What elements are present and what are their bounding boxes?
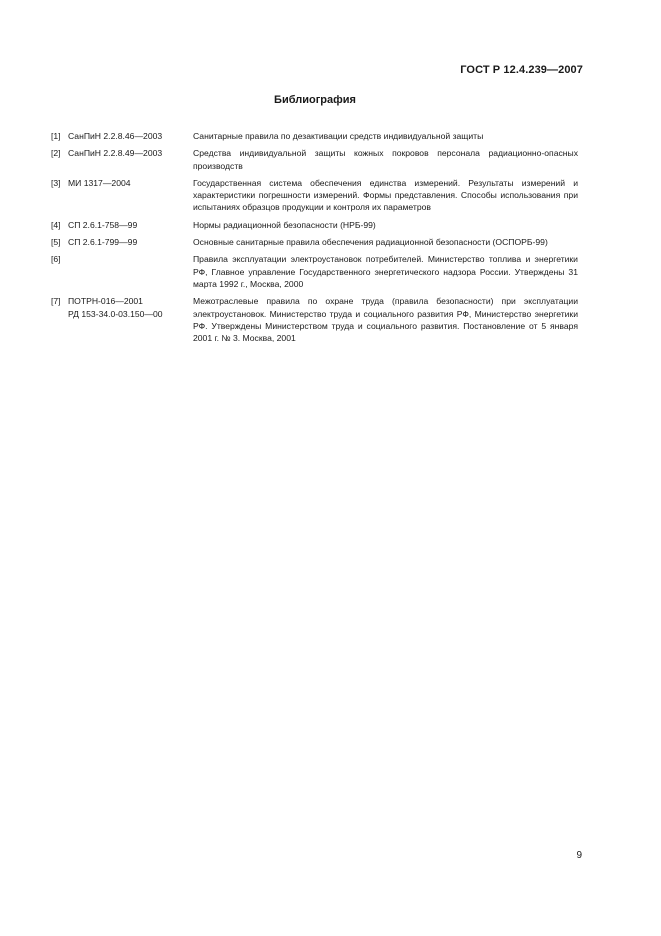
bibliography-entry xyxy=(51,147,578,172)
entry-description: Государственная система обеспечения единства измерений. Результаты измерений и характеристики погрешности измерений. Формы представления. Способы использования при испытаниях образцов продукции и контроля их параметров xyxy=(193,177,578,213)
bibliography-entry xyxy=(51,236,578,248)
entry-description: Средства индивидуальной защиты кожных покровов персонала радиационно-опасных производств xyxy=(193,148,578,171)
entry-reference xyxy=(51,147,193,172)
entry-reference xyxy=(51,219,193,231)
entry-description: Межотраслевые правила по охране труда (правила безопасности) при эксплуатации электроустановок. Министерство труда и социального развития РФ, Министерство энергетики РФ. Утверждены Министерством труда и социального развития. Постановление от 5 января 2001 г. № 3. Москва, 2001 xyxy=(193,296,578,344)
entry-number: [2] xyxy=(51,148,61,159)
entry-description: Основные санитарные правила обеспечения радиационной безопасности (ОСПОРБ-99) xyxy=(193,237,548,248)
entry-code: СП 2.6.1-799—99 xyxy=(68,237,138,248)
entry-code: ПОТРН-016—2001 xyxy=(68,296,143,307)
entry-code: МИ 1317—2004 xyxy=(68,177,131,188)
page-number: 9 xyxy=(576,850,582,861)
bibliography-entry xyxy=(51,177,578,214)
entry-number: [7] xyxy=(51,296,61,307)
bibliography-list xyxy=(51,130,578,349)
entry-code: СанПиН 2.2.8.49—2003 xyxy=(68,148,163,159)
entry-description: Правила эксплуатации электроустановок потребителей. Министерство топлива и энергетики РФ, Главное управление Государственного энергетического надзора России. Утверждены 31 марта 1992 г., Москва, 2000 xyxy=(193,254,578,289)
entry-reference xyxy=(51,295,193,344)
entry-number: [3] xyxy=(51,177,61,188)
entry-reference xyxy=(51,253,193,290)
bibliography-entry xyxy=(51,295,578,344)
entry-reference xyxy=(51,236,193,248)
entry-reference xyxy=(51,177,193,214)
entry-description: Санитарные правила по дезактивации средств индивидуальной защиты xyxy=(193,131,484,141)
entry-code-secondary: РД 153-34.0-03.150—00 xyxy=(68,308,163,319)
bibliography-title: Библиография xyxy=(274,94,356,106)
entry-number: [1] xyxy=(51,131,61,141)
bibliography-entry xyxy=(51,253,578,290)
entry-number: [6] xyxy=(51,254,61,265)
entry-code: СанПиН 2.2.8.46—2003 xyxy=(68,131,163,141)
bibliography-entry xyxy=(51,130,578,142)
entry-reference xyxy=(51,130,193,142)
entry-number: [5] xyxy=(51,237,61,248)
entry-code: СП 2.6.1-758—99 xyxy=(68,219,138,230)
bibliography-entry xyxy=(51,219,578,231)
document-code: ГОСТ Р 12.4.239—2007 xyxy=(460,64,583,76)
entry-number: [4] xyxy=(51,219,61,230)
entry-description: Нормы радиационной безопасности (НРБ-99) xyxy=(193,219,376,230)
